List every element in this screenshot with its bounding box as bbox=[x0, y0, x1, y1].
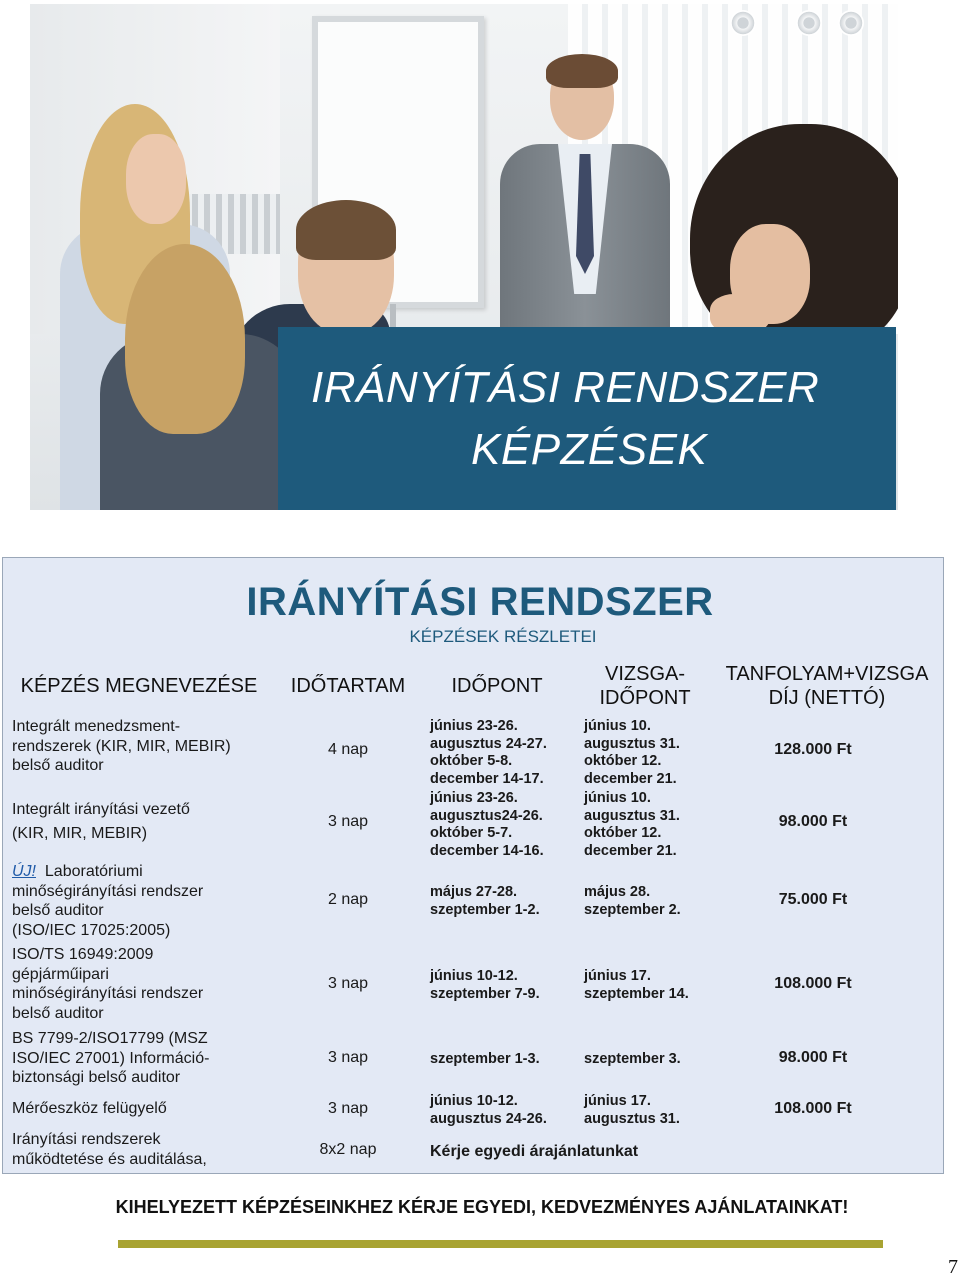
custom-quote-note: Kérje egyedi árajánlatunkat bbox=[430, 1143, 639, 1160]
ceiling-vent-icon bbox=[796, 10, 822, 36]
date-list bbox=[430, 790, 580, 860]
date-item: szeptember 7-9. bbox=[430, 985, 540, 1002]
column-header-exam-date bbox=[580, 662, 710, 710]
course-name-laboratory-quality bbox=[12, 862, 282, 940]
exam-date-item: szeptember 2. bbox=[584, 901, 681, 918]
course-name-integrated-leader bbox=[12, 798, 282, 846]
course-name-line: gépjárműipari bbox=[12, 965, 109, 983]
duration-cell: 8x2 nap bbox=[319, 1141, 377, 1158]
page-number: 7 bbox=[948, 1256, 958, 1278]
course-name-line bbox=[12, 862, 282, 882]
column-header-fee bbox=[712, 662, 942, 710]
course-name-line: belső auditor bbox=[12, 902, 104, 919]
new-badge: ÚJ! bbox=[12, 863, 36, 880]
attendee-man-hair bbox=[296, 200, 396, 260]
column-header-fee-line-1: TANFOLYAM+VIZSGA bbox=[725, 663, 929, 685]
date-item: június 23-26. bbox=[430, 790, 518, 806]
column-header-duration: IDŐTARTAM bbox=[290, 675, 406, 697]
attendee-blond-hair bbox=[125, 244, 245, 434]
fee-cell: 98.000 Ft bbox=[778, 813, 848, 830]
duration-cell: 4 nap bbox=[327, 741, 369, 758]
footer-accent-bar bbox=[118, 1240, 883, 1248]
ceiling-vent-icon bbox=[838, 10, 864, 36]
course-name-iso-ts-16949 bbox=[12, 945, 282, 1023]
panel-title: IRÁNYÍTÁSI RENDSZER bbox=[246, 580, 714, 624]
course-name-line: ISO/IEC 27001) Információ- bbox=[12, 1049, 210, 1067]
date-item: augusztus 24-26. bbox=[430, 1110, 547, 1127]
exam-date-item: május 28. bbox=[584, 884, 651, 900]
fee-cell: 75.000 Ft bbox=[778, 891, 848, 908]
exam-date-item: december 21. bbox=[584, 770, 677, 787]
date-item: szeptember 1-2. bbox=[430, 901, 540, 918]
date-item: október 5-7. bbox=[430, 825, 513, 841]
column-header-name: KÉPZÉS MEGNEVEZÉSE bbox=[20, 675, 258, 697]
onsite-training-banner: KIHELYEZETT KÉPZÉSEINKHEZ KÉRJE EGYEDI, KEDVEZMÉNYES AJÁNLATAINKAT! bbox=[115, 1197, 849, 1217]
date-item: október 5-8. bbox=[430, 753, 513, 769]
course-name-measurement-supervisor bbox=[12, 1099, 282, 1119]
exam-date-list bbox=[584, 1051, 714, 1069]
exam-date-list bbox=[584, 790, 714, 860]
course-name-line: biztonsági belső auditor bbox=[12, 1069, 181, 1086]
fee-cell: 108.000 Ft bbox=[774, 975, 852, 992]
course-name-line: Integrált menedzsment- bbox=[12, 718, 181, 735]
fee-cell: 98.000 Ft bbox=[778, 1049, 848, 1066]
date-item: augusztus24-26. bbox=[430, 807, 543, 824]
course-name-line: belső auditor bbox=[12, 1004, 104, 1022]
course-name-line: működtetése és auditálása, bbox=[12, 1150, 207, 1168]
date-item: június 10-12. bbox=[430, 1093, 518, 1109]
course-name-line: rendszerek (KIR, MIR, MEBIR) bbox=[12, 737, 231, 755]
column-header-exam-line-2: IDŐPONT bbox=[599, 687, 691, 709]
date-item: augusztus 24-27. bbox=[430, 735, 547, 752]
duration-cell: 3 nap bbox=[327, 1100, 369, 1117]
exam-date-item: június 17. bbox=[584, 968, 651, 984]
column-header-date: IDŐPONT bbox=[451, 675, 543, 697]
date-list bbox=[430, 884, 580, 919]
hero-title-line-1: IRÁNYÍTÁSI RENDSZER bbox=[311, 362, 820, 412]
exam-date-item: augusztus 31. bbox=[584, 1110, 680, 1127]
course-name-line: (ISO/IEC 17025:2005) bbox=[12, 921, 171, 939]
exam-date-item: október 12. bbox=[584, 753, 662, 769]
exam-date-list bbox=[584, 1093, 714, 1128]
date-item: szeptember 1-3. bbox=[430, 1051, 540, 1067]
column-header-fee-line-2: DÍJ (NETTÓ) bbox=[768, 687, 886, 709]
exam-date-item: december 21. bbox=[584, 842, 677, 859]
course-name-line: minőségirányítási rendszer bbox=[12, 985, 204, 1002]
date-list bbox=[430, 718, 580, 788]
duration-cell: 3 nap bbox=[327, 975, 369, 992]
course-name-line: BS 7799-2/ISO17799 (MSZ bbox=[12, 1030, 208, 1047]
exam-date-item: október 12. bbox=[584, 825, 662, 841]
exam-date-list bbox=[584, 718, 714, 788]
course-name-bs7799-infosec bbox=[12, 1029, 282, 1088]
date-list bbox=[430, 1093, 580, 1128]
hero-title-box bbox=[278, 327, 896, 510]
course-name-management-systems-operation bbox=[12, 1130, 282, 1169]
exam-date-item: augusztus 31. bbox=[584, 807, 680, 824]
date-item: június 10-12. bbox=[430, 968, 518, 984]
course-name-integrated-management bbox=[12, 717, 282, 776]
course-name-line: Integrált irányítási vezető bbox=[12, 801, 190, 818]
duration-cell: 3 nap bbox=[327, 1049, 369, 1066]
panel-subtitle: KÉPZÉSEK RÉSZLETEI bbox=[409, 627, 597, 646]
date-item: december 14-16. bbox=[430, 842, 544, 859]
presenter-hair bbox=[546, 54, 618, 88]
exam-date-item: szeptember 3. bbox=[584, 1051, 681, 1067]
course-name-line: ISO/TS 16949:2009 bbox=[12, 946, 154, 963]
exam-date-list bbox=[584, 968, 714, 1003]
date-item: május 27-28. bbox=[430, 884, 518, 900]
duration-cell: 3 nap bbox=[327, 813, 369, 830]
date-item: június 23-26. bbox=[430, 718, 518, 734]
ceiling-vent-icon bbox=[730, 10, 756, 36]
date-item: december 14-17. bbox=[430, 770, 544, 787]
date-list bbox=[430, 1051, 580, 1069]
course-name-line: belső auditor bbox=[12, 757, 104, 774]
attendee-left-face bbox=[126, 134, 186, 224]
course-name-line: Mérőeszköz felügyelő bbox=[12, 1100, 167, 1117]
exam-date-item: június 10. bbox=[584, 790, 651, 806]
duration-cell: 2 nap bbox=[327, 891, 369, 908]
exam-date-item: szeptember 14. bbox=[584, 985, 689, 1002]
fee-cell: 108.000 Ft bbox=[774, 1100, 852, 1117]
date-list bbox=[430, 968, 580, 1003]
column-header-exam-line-1: VIZSGA- bbox=[604, 663, 685, 685]
course-name-line: (KIR, MIR, MEBIR) bbox=[12, 825, 148, 842]
course-name-line: Irányítási rendszerek bbox=[12, 1131, 161, 1148]
exam-date-list bbox=[584, 884, 714, 919]
exam-date-item: június 17. bbox=[584, 1093, 651, 1109]
exam-date-item: június 10. bbox=[584, 718, 651, 734]
exam-date-item: augusztus 31. bbox=[584, 735, 680, 752]
course-name-text: Laboratóriumi bbox=[44, 863, 143, 880]
course-name-line: minőségirányítási rendszer bbox=[12, 882, 204, 900]
fee-cell: 128.000 Ft bbox=[774, 741, 852, 758]
hero-title-line-2: KÉPZÉSEK bbox=[471, 424, 708, 474]
